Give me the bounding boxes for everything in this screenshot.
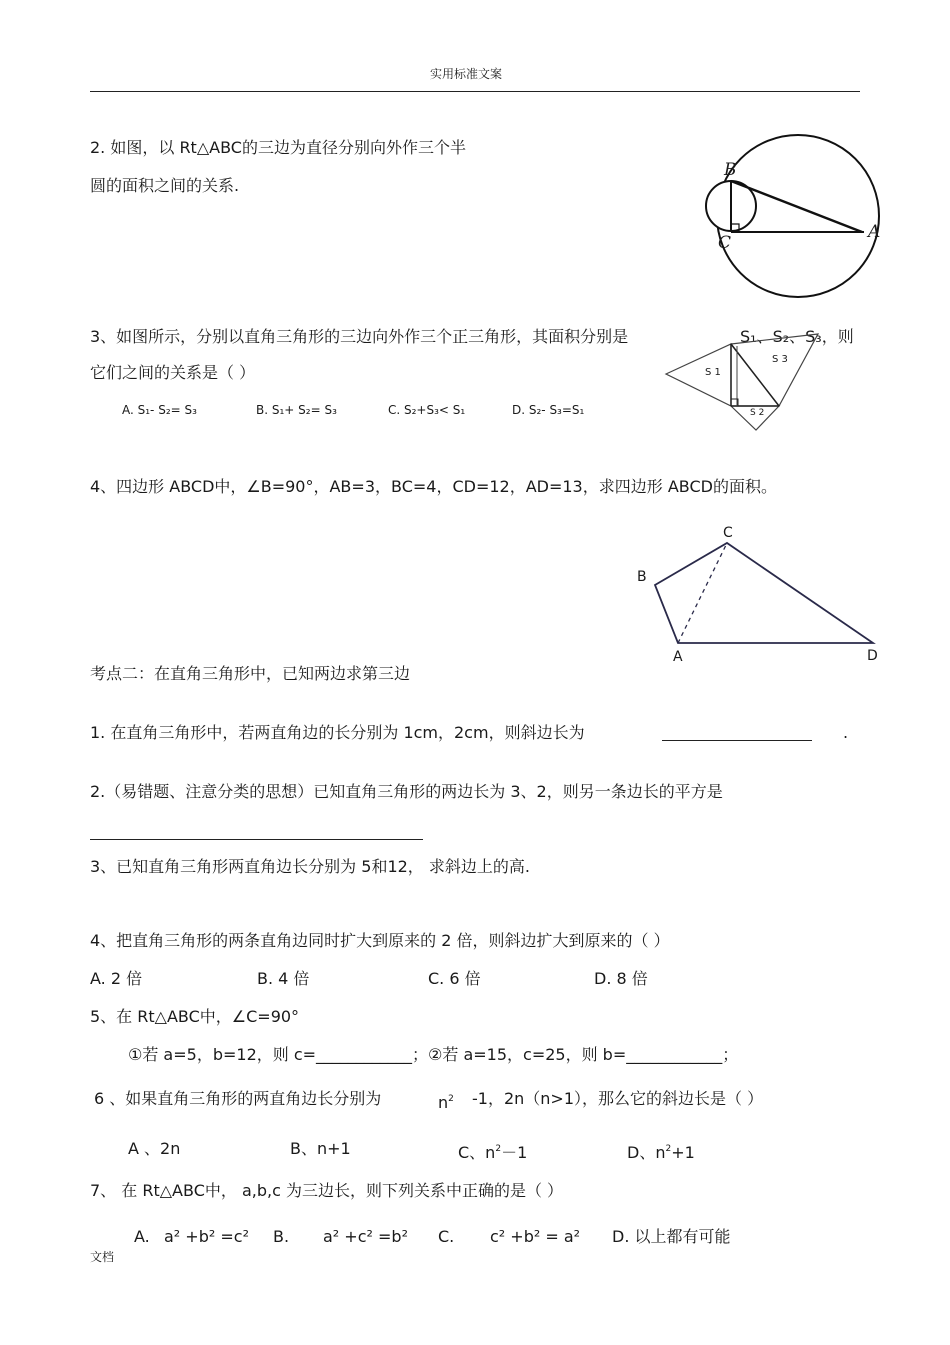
s2-item6-option-c-base: C、n	[458, 1143, 496, 1162]
s2-item1: 1. 在直角三角形中，若两直角边的长分别为 1cm，2cm，则斜边长为	[90, 723, 585, 742]
s2-item6-tail: -1，2n（n>1），那么它的斜边长是（ ）	[472, 1089, 764, 1108]
s2-item7-option-d: D. 以上都有可能	[612, 1227, 731, 1246]
s2-item4-option-c: C. 6 倍	[428, 969, 481, 988]
s2-item6-option-a: A 、2n	[128, 1139, 181, 1158]
q2-label-a: A	[868, 222, 881, 242]
page-footer: 文档	[90, 1250, 115, 1264]
s2-item1-tail: .	[843, 723, 849, 742]
s2-item6-option-c-tail: －1	[501, 1143, 528, 1162]
s2-item6-option-c	[458, 1139, 527, 1163]
q3-option-a: A. S₁- S₂= S₃	[122, 403, 197, 417]
quadrilateral-abcd	[655, 543, 873, 643]
q3-line2: 它们之间的关系是（ ）	[90, 363, 256, 382]
s2-item4-option-d: D. 8 倍	[594, 969, 648, 988]
s2-item6-option-c-exp: 2	[495, 1144, 502, 1154]
s2-item6-head: 6 、如果直角三角形的两直角边长分别为	[94, 1089, 382, 1108]
s2-item6-option-d-tail: +1	[671, 1143, 695, 1162]
s2-item7-option-a: A.	[134, 1227, 150, 1246]
q3-option-b: B. S₁+ S₂= S₃	[256, 403, 337, 417]
q4-line1: 4、四边形 ABCD中，∠B=90°，AB=3，BC=4，CD=12，AD=13，求四边形 ABCD的面积。	[90, 477, 777, 496]
q3-option-c: C. S₂+S₃< S₁	[388, 403, 466, 417]
q2-label-b: B	[724, 160, 737, 180]
s2-item7-expr-c: c² +b² = a²	[490, 1227, 581, 1246]
q4-label-d: D	[867, 648, 878, 664]
q3-label-s3: S 3	[772, 354, 788, 365]
q3-label-s1: S 1	[705, 367, 721, 378]
s2-item7-expr-a: a² +b² =c²	[164, 1227, 249, 1246]
s2-item4: 4、把直角三角形的两条直角边同时扩大到原来的 2 倍，则斜边扩大到原来的（ ）	[90, 931, 670, 950]
q3-line1: 3、如图所示，分别以直角三角形的三边向外作三个正三角形，其面积分别是	[90, 327, 629, 346]
s2-item1-blank	[662, 740, 812, 741]
s2-item7: 7、 在 Rt△ABC中， a,b,c 为三边长，则下列关系中正确的是（ ）	[90, 1181, 564, 1200]
q4-label-c: C	[723, 525, 733, 541]
q4-label-b: B	[637, 569, 647, 585]
s2-item6-expr	[438, 1089, 454, 1113]
s2-item2: 2.（易错题、注意分类的思想）已知直角三角形的两边长为 3、2，则另一条边长的平方是	[90, 782, 723, 801]
s2-item4-option-b: B. 4 倍	[257, 969, 310, 988]
s2-item7-option-b: B.	[273, 1227, 290, 1246]
s2-item5: 5、在 Rt△ABC中，∠C=90°	[90, 1007, 300, 1026]
q3-line1-tail: S₁、S₂、S₃，则	[740, 327, 854, 346]
q3-label-s2: S 2	[750, 408, 765, 418]
s2-item2-blank	[90, 839, 423, 840]
q3-option-d: D. S₂- S₃=S₁	[512, 403, 585, 417]
section2-title: 考点二：在直角三角形中，已知两边求第三边	[90, 664, 411, 683]
s2-item6-expr-exp: 2	[448, 1094, 454, 1104]
s2-item5-sub: ①若 a=5，b=12，则 c=____________；②若 a=15，c=25，则 b=____________；	[128, 1045, 739, 1064]
s2-item4-option-a: A. 2 倍	[90, 969, 143, 988]
q2-line1: 2. 如图，以 Rt△ABC的三边为直径分别向外作三个半	[90, 138, 466, 157]
s2-item6-option-d-exp: 2	[665, 1144, 672, 1154]
page-header-title: 实用标准文案	[430, 67, 503, 81]
s2-item7-expr-b: a² +c² =b²	[323, 1227, 408, 1246]
s2-item6-option-d-base: D、n	[627, 1143, 666, 1162]
q2-line2: 圆的面积之间的关系.	[90, 176, 240, 195]
q2-label-c: C	[718, 233, 732, 253]
s2-item3: 3、已知直角三角形两直角边长分别为 5和12， 求斜边上的高.	[90, 857, 530, 876]
s2-item7-option-c: C.	[438, 1227, 455, 1246]
q4-label-a: A	[673, 649, 683, 665]
s2-item6-option-d	[627, 1139, 695, 1163]
s2-item6-expr-base: n	[438, 1093, 449, 1112]
s2-item6-option-b: B、n+1	[290, 1139, 351, 1158]
